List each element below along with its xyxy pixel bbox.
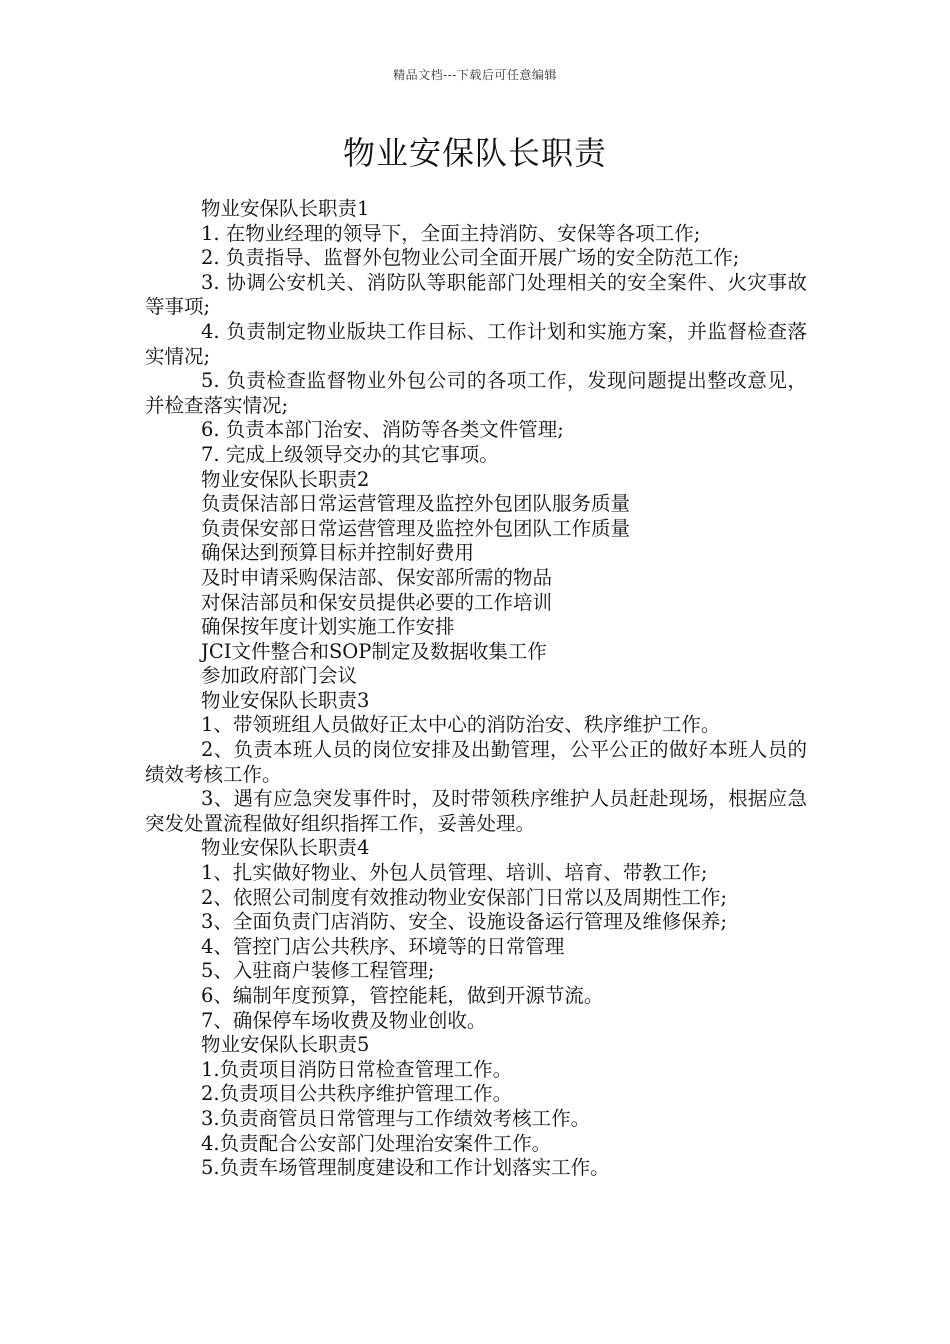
paragraph: 对保洁部员和保安员提供必要的工作培训	[201, 590, 553, 614]
paragraph: 7、确保停车场收费及物业创收。	[201, 1008, 487, 1032]
paragraph: 4.负责配合公安部门处理治安案件工作。	[201, 1131, 552, 1155]
paragraph: 1. 在物业经理的领导下，全面主持消防、安保等各项工作;	[201, 221, 701, 245]
paragraph: 2、依照公司制度有效推动物业安保部门日常以及周期性工作;	[201, 885, 727, 909]
paragraph: 5.负责车场管理制度建设和工作计划落实工作。	[201, 1156, 610, 1180]
paragraph: 确保达到预算目标并控制好费用	[201, 541, 475, 565]
paragraph: 物业安保队长职责1	[201, 197, 370, 220]
paragraph: 物业安保队长职责2	[201, 467, 370, 491]
paragraph: 7. 完成上级领导交办的其它事项。	[201, 442, 499, 466]
paragraph: 1、带领班组人员做好正太中心的消防治安、秩序维护工作。	[201, 713, 721, 737]
paragraph: 5、入驻商户装修工程管理;	[201, 959, 435, 983]
paragraph: 及时申请采购保洁部、保安部所需的物品	[201, 565, 553, 589]
paragraph: 5. 负责检查监督物业外包公司的各项工作，发现问题提出整改意见，并检查落实情况;	[145, 369, 807, 417]
paragraph: 2.负责项目公共秩序维护管理工作。	[201, 1082, 513, 1106]
paragraph: 4. 负责制定物业版块工作目标、工作计划和实施方案，并监督检查落实情况;	[145, 319, 807, 368]
paragraph: 参加政府部门会议	[201, 664, 358, 688]
paragraph: 2、负责本班人员的岗位安排及出勤管理，公平公正的做好本班人员的绩效考核工作。	[145, 738, 807, 786]
paragraph: 物业安保队长职责4	[201, 836, 370, 860]
paragraph: 物业安保队长职责3	[201, 688, 370, 712]
paragraph: 物业安保队长职责5	[201, 1033, 370, 1057]
paragraph: JCI文件整合和SOP制定及数据收集工作	[201, 639, 547, 663]
paragraph: 3、遇有应急突发事件时，及时带领秩序维护人员赶赴现场，根据应急突发处置流程做好组织指挥工作，妥善处理。	[145, 787, 807, 835]
paragraph: 4、管控门店公共秩序、环境等的日常管理	[201, 934, 565, 958]
paragraph: 3. 协调公安机关、消防队等职能部门处理相关的安全案件、火灾事故等事项;	[145, 270, 807, 319]
paragraph: 1、扎实做好物业、外包人员管理、培训、培育、带教工作;	[201, 861, 708, 885]
paragraph: 确保按年度计划实施工作安排	[201, 615, 455, 639]
paragraph: 6. 负责本部门治安、消防等各类文件管理;	[201, 418, 564, 442]
document-body	[145, 197, 807, 1181]
paragraph: 3.负责商管员日常管理与工作绩效考核工作。	[201, 1106, 591, 1130]
paragraph: 6、编制年度预算，管控能耗，做到开源节流。	[201, 984, 604, 1007]
page-header: 精品文档---下载后可任意编辑	[393, 68, 557, 82]
paragraph: 3、全面负责门店消防、安全、设施设备运行管理及维修保养;	[201, 910, 727, 934]
paragraph: 1.负责项目消防日常检查管理工作。	[201, 1057, 513, 1081]
paragraph: 2. 负责指导、监督外包物业公司全面开展广场的安全防范工作;	[201, 246, 740, 270]
paragraph: 负责保洁部日常运营管理及监控外包团队服务质量	[201, 492, 631, 516]
document-title: 物业安保队长职责	[342, 134, 607, 172]
paragraph: 负责保安部日常运营管理及监控外包团队工作质量	[201, 516, 631, 540]
